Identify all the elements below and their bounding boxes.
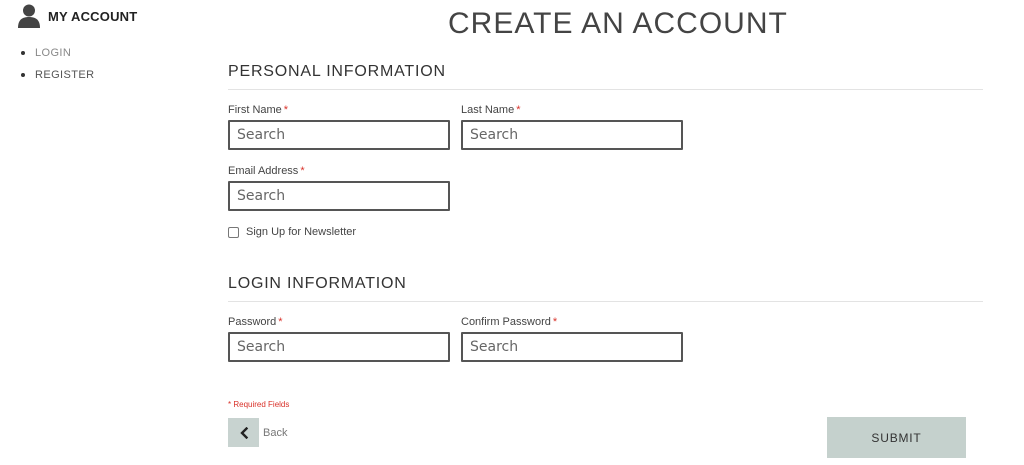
submit-button[interactable]: SUBMIT	[827, 417, 966, 458]
sidebar-item-label: LOGIN	[35, 47, 72, 59]
sidebar-nav	[18, 42, 198, 86]
newsletter-option[interactable]	[228, 226, 356, 238]
password-input[interactable]	[228, 332, 450, 362]
confirm-password-input[interactable]	[461, 332, 683, 362]
required-fields-note: * Required Fields	[228, 400, 290, 409]
sidebar	[18, 4, 198, 86]
first-name-label: First Name *	[228, 104, 289, 116]
email-input[interactable]	[228, 181, 450, 211]
user-icon	[18, 4, 40, 28]
sidebar-item-label: REGISTER	[35, 69, 95, 81]
sidebar-item-login[interactable]	[18, 42, 198, 64]
last-name-input[interactable]	[461, 120, 683, 150]
confirm-password-label: Confirm Password *	[461, 316, 558, 328]
newsletter-label: Sign Up for Newsletter	[246, 226, 357, 238]
email-label: Email Address *	[228, 165, 305, 177]
back-link[interactable]	[228, 418, 287, 447]
sidebar-title: MY ACCOUNT	[48, 8, 138, 24]
back-button[interactable]	[228, 418, 259, 447]
sidebar-header	[18, 4, 198, 28]
personal-info-heading: PERSONAL INFORMATION	[228, 63, 983, 90]
newsletter-checkbox[interactable]	[228, 227, 239, 238]
bullet-icon	[21, 73, 25, 77]
login-info-heading: LOGIN INFORMATION	[228, 275, 983, 302]
chevron-left-icon	[239, 427, 249, 439]
bullet-icon	[21, 51, 25, 55]
password-label: Password *	[228, 316, 283, 328]
page-title: CREATE AN ACCOUNT	[448, 7, 788, 40]
back-label: Back	[263, 426, 288, 439]
sidebar-item-register[interactable]	[18, 64, 198, 86]
last-name-label: Last Name *	[461, 104, 521, 116]
first-name-input[interactable]	[228, 120, 450, 150]
